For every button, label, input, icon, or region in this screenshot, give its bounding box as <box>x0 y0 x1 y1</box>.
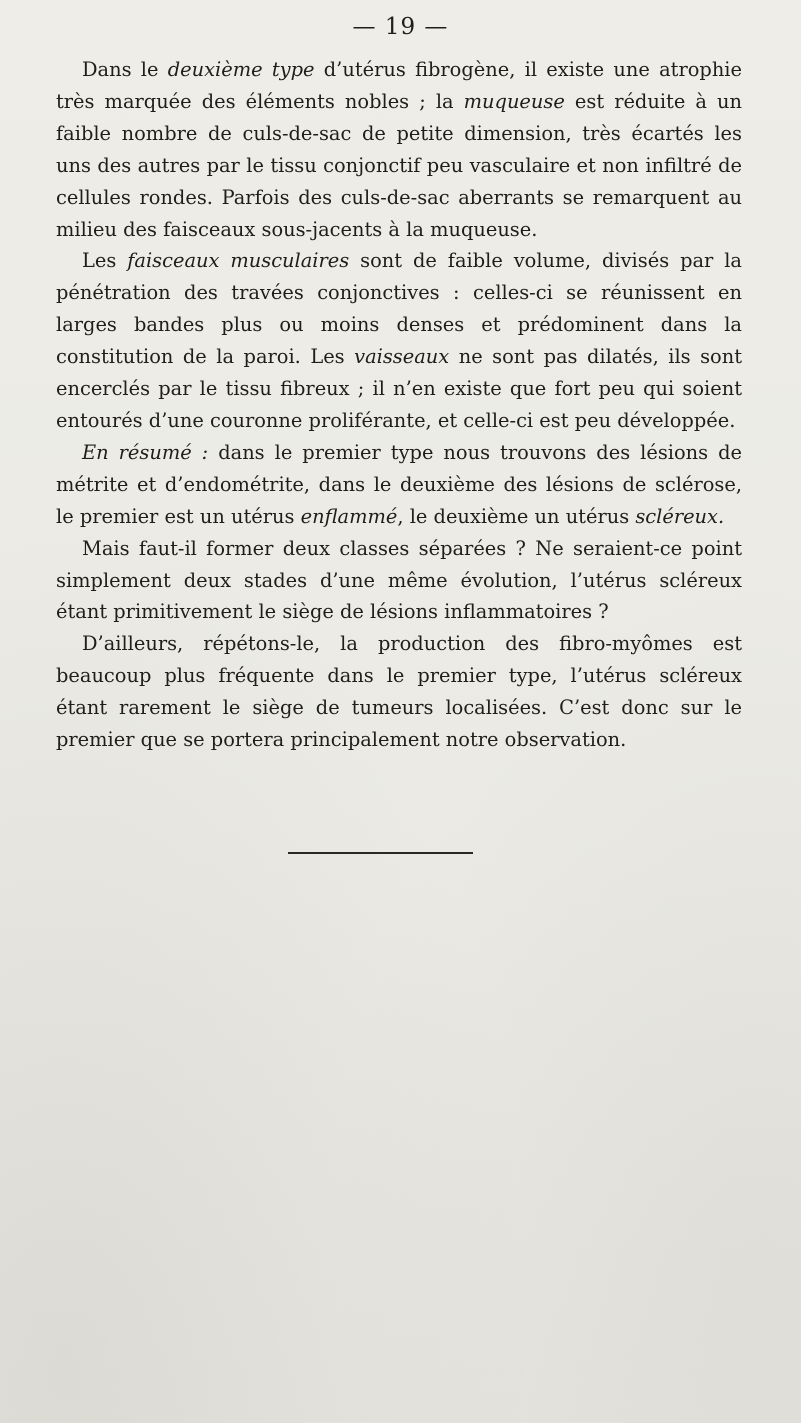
text-run: Dans le <box>82 58 168 81</box>
emphasis-term: enflammé <box>300 504 398 528</box>
paragraph-en-resume <box>56 437 742 533</box>
section-divider <box>288 852 473 854</box>
text-run: , le deuxième un utérus <box>397 504 636 528</box>
body-text <box>56 54 742 756</box>
text-run: d’utérus fibrogène, il existe une atrophie très marquée des éléments nobles ; la <box>56 58 742 113</box>
emphasis-term: scléreux. <box>635 504 725 528</box>
paragraph-deuxieme-type <box>56 54 742 245</box>
text-run: ne sont pas dilatés, ils sont encerclés par le tissu fibreux ; il n’en existe que fort peu qui soient entourés d’une couronne proliférante, et celle-ci est peu développée. <box>56 345 742 432</box>
emphasis-term: vaisseaux <box>354 345 450 369</box>
text-run: dans le premier type nous trouvons des lésions de métrite et d’endométrite, dans le deuxième des lésions de sclérose, le premier est un utérus <box>56 440 742 528</box>
page-number: — 19 — <box>352 14 449 40</box>
text-run: Les <box>82 249 128 273</box>
text-run: sont de faible volume, divisés par la pénétration des travées conjonctives : celles-ci se réunissent en larges bandes plus ou moins denses et prédominent dans la constitution de la paroi. Les <box>56 249 742 369</box>
text-run: Mais faut-il former deux classes séparées ? Ne seraient-ce point simplement deux stades d’une même évolution, l’utérus scléreux étant primitivement le siège de lésions inflammatoires ? <box>56 536 742 624</box>
emphasis-term: deuxième type <box>167 58 315 81</box>
emphasis-term: En résumé : <box>82 440 209 464</box>
paragraph-question <box>56 533 742 629</box>
paragraph-faisceaux <box>56 245 742 436</box>
emphasis-term: faisceaux musculaires <box>127 249 350 273</box>
text-run: est réduite à un faible nombre de culs-de-sac de petite dimension, très écartés les uns des autres par le tissu conjonctif peu vasculaire et non infiltré de cellules rondes. Parfois des culs-de-sac aberrants se remarquent au milieu des faisceaux sous-jacents à la muqueuse. <box>56 89 742 241</box>
emphasis-term: muqueuse <box>463 89 565 113</box>
paragraph-conclusion <box>56 628 742 756</box>
text-run: D’ailleurs, répétons-le, la production des fibro-myômes est beaucoup plus fréquente dans le premier type, l’utérus scléreux étant rarement le siège de tumeurs localisées. C’est donc sur le premier que se portera principalement notre observation. <box>56 632 742 752</box>
